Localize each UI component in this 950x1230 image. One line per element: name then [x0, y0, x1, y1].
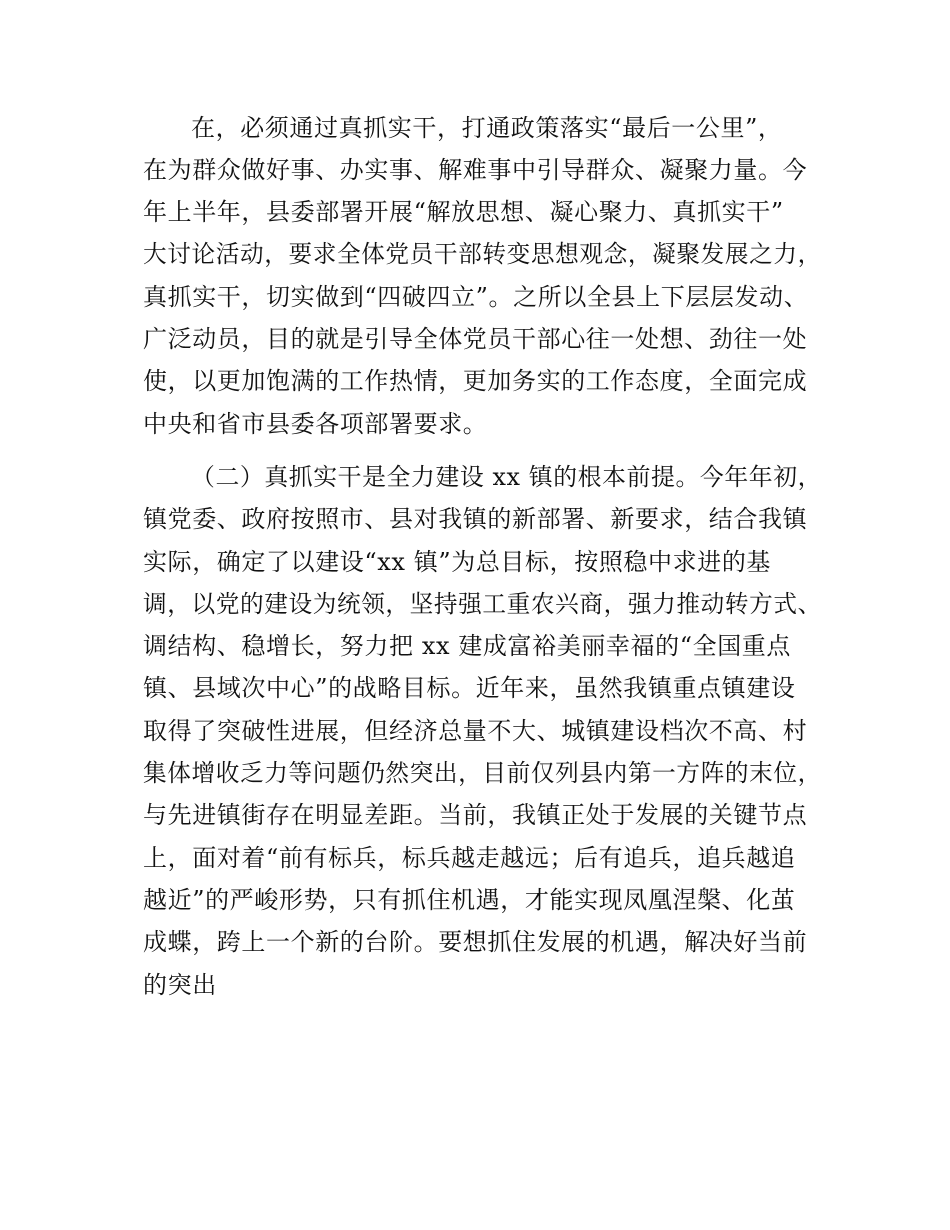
paragraph-2-line-2: 镇党委、政府按照市、县对我镇的新部署、新要求，结合我镇 [143, 505, 808, 533]
paragraph-2-line-5: 调结构、稳增长，努力把 xx 建成富裕美丽幸福的“全国重点 [143, 632, 791, 660]
paragraph-1-line-6: 广泛动员，目的就是引导全体党员干部心往一处想、劲往一处 [143, 325, 808, 353]
paragraph-2-line-11: 越近”的严峻形势，只有抓住机遇，才能实现凤凰涅槃、化茧 [143, 886, 796, 914]
paragraph-2-line-10: 上，面对着“前有标兵，标兵越走越远；后有追兵，追兵越追 [143, 844, 796, 872]
paragraph-1-line-2: 在为群众做好事、办实事、解难事中引导群众、凝聚力量。今 [143, 156, 808, 184]
paragraph-2-line-13: 的突出 [143, 971, 217, 999]
paragraph-2-line-3: 实际，确定了以建设“xx 镇”为总目标，按照稳中求进的基 [143, 548, 772, 576]
paragraph-2-line-4: 调，以党的建设为统领，坚持强工重农兴商，强力推动转方式、 [143, 590, 822, 618]
paragraph-2-line-12: 成蝶，跨上一个新的台阶。要想抓住发展的机遇，解决好当前 [143, 928, 808, 956]
paragraph-1-line-1: 在，必须通过真抓实干，打通政策落实“最后一公里”， [191, 114, 783, 142]
paragraph-1-line-5: 真抓实干，切实做到“四破四立”。之所以全县上下层层发动、 [143, 283, 809, 311]
paragraph-2-line-9: 与先进镇街存在明显差距。当前，我镇正处于发展的关键节点 [143, 801, 808, 829]
paragraph-1-line-8: 中央和省市县委各项部署要求。 [143, 410, 488, 438]
paragraph-2-line-1: （二）真抓实干是全力建设 xx 镇的根本前提。今年年初， [191, 463, 823, 491]
paragraph-2-line-8: 集体增收乏力等问题仍然突出，目前仅列县内第一方阵的末位， [143, 759, 822, 787]
paragraph-1-line-4: 大讨论活动，要求全体党员干部转变思想观念，凝聚发展之力， [143, 240, 822, 268]
paragraph-2-line-7: 取得了突破性进展，但经济总量不大、城镇建设档次不高、村 [143, 717, 808, 745]
paragraph-2-line-6: 镇、县域次中心”的战略目标。近年来，虽然我镇重点镇建设 [143, 674, 796, 702]
paragraph-1-line-3: 年上半年，县委部署开展“解放思想、凝心聚力、真抓实干” [143, 198, 784, 226]
paragraph-1-line-7: 使，以更加饱满的工作热情，更加务实的工作态度，全面完成 [143, 367, 808, 395]
